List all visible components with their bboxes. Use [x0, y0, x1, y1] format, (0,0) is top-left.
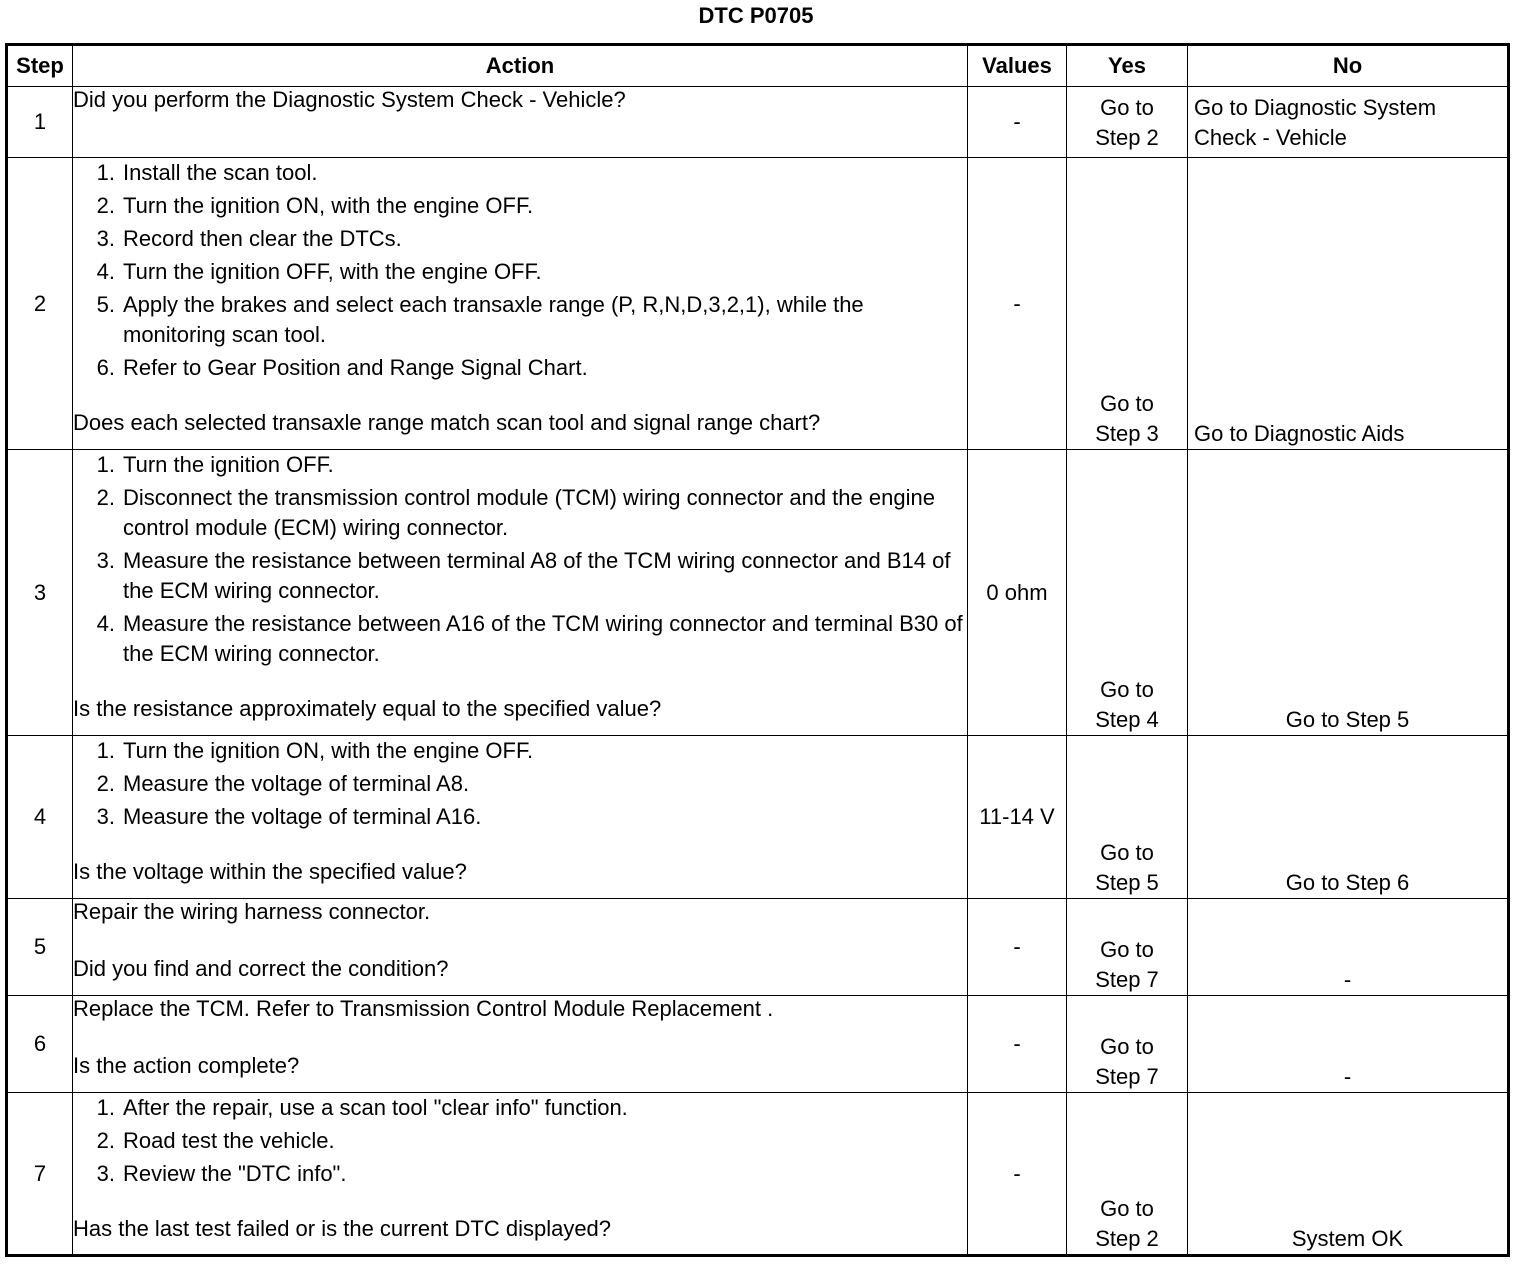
- list-item: 3. Measure the resistance between terminal A8 of the TCM wiring connector and B14 of the ECM wiring connector.: [96, 548, 951, 603]
- list-item: 5. Apply the brakes and select each transaxle range (P, R,N,D,3,2,1), while the monitoring scan tool.: [96, 292, 864, 347]
- table-row: [7, 158, 1509, 450]
- yes-line: Go to: [1100, 1034, 1154, 1059]
- no-cell: [1188, 899, 1509, 996]
- value-cell: -: [968, 996, 1067, 1093]
- no-cell: [1188, 736, 1509, 899]
- yes-line: Go to: [1100, 95, 1154, 120]
- no-cell: [1188, 996, 1509, 1093]
- yes-cell: [1067, 899, 1188, 996]
- table-row: [7, 996, 1509, 1093]
- yes-line: Step 2: [1095, 1226, 1159, 1251]
- table-row: [7, 736, 1509, 899]
- list-item: 6. Refer to Gear Position and Range Signal Chart.: [96, 355, 588, 380]
- yes-cell: [1067, 450, 1188, 736]
- value-cell: 0 ohm: [968, 450, 1067, 736]
- action-question: Is the resistance approximately equal to the specified value?: [73, 696, 662, 721]
- value-cell: -: [968, 1093, 1067, 1256]
- page-title: DTC P0705: [698, 3, 814, 28]
- list-item: 3. Measure the voltage of terminal A16.: [96, 804, 482, 829]
- yes-line: Step 7: [1095, 1064, 1159, 1089]
- no-line: Go to Diagnostic System: [1194, 95, 1437, 120]
- yes-line: Go to: [1100, 391, 1154, 416]
- yes-cell: [1067, 87, 1188, 158]
- list-item: 4. Turn the ignition OFF, with the engine OFF.: [96, 259, 542, 284]
- yes-line: Step 3: [1095, 421, 1159, 446]
- value-cell: -: [968, 899, 1067, 996]
- action-cell: [73, 736, 968, 899]
- action-cell: [73, 158, 968, 450]
- step-number: 5: [7, 899, 73, 996]
- action-question: Did you find and correct the condition?: [73, 956, 449, 981]
- action-step-list: [73, 450, 967, 672]
- no-cell: [1188, 87, 1509, 158]
- yes-line: Go to: [1100, 937, 1154, 962]
- action-text: Repair the wiring harness connector.: [73, 899, 431, 924]
- action-cell: [73, 87, 968, 158]
- table-header-row: [7, 45, 1509, 87]
- yes-line: Go to: [1100, 1196, 1154, 1221]
- yes-cell: [1067, 158, 1188, 450]
- action-step-list: [73, 736, 967, 835]
- step-number: 3: [7, 450, 73, 736]
- header-values: Values: [968, 45, 1067, 87]
- action-step-list: [73, 158, 967, 386]
- list-item: 2. Disconnect the transmission control module (TCM) wiring connector and the engine control module (ECM) wiring connector.: [96, 485, 935, 540]
- yes-line: Step 2: [1095, 125, 1159, 150]
- yes-line: Go to: [1100, 677, 1154, 702]
- list-item: 1. Install the scan tool.: [96, 160, 318, 185]
- no-cell: [1188, 450, 1509, 736]
- header-no: No: [1188, 45, 1509, 87]
- action-cell: [73, 1093, 968, 1256]
- list-item: 2. Turn the ignition ON, with the engine OFF.: [96, 193, 534, 218]
- action-cell: [73, 996, 968, 1093]
- value-cell: -: [968, 87, 1067, 158]
- step-number: 4: [7, 736, 73, 899]
- header-yes: Yes: [1067, 45, 1188, 87]
- list-item: 3. Review the "DTC info".: [96, 1161, 347, 1186]
- action-question: Has the last test failed or is the current DTC displayed?: [73, 1216, 612, 1241]
- list-item: 4. Measure the resistance between A16 of the TCM wiring connector and terminal B30 of the ECM wiring connector.: [96, 611, 963, 666]
- header-step: Step: [7, 45, 73, 87]
- table-row: [7, 450, 1509, 736]
- table-row: [7, 1093, 1509, 1256]
- no-line: Go to Step 6: [1285, 870, 1410, 895]
- header-action: Action: [73, 45, 968, 87]
- no-line: System OK: [1291, 1226, 1404, 1251]
- yes-cell: [1067, 736, 1188, 899]
- list-item: 1. Turn the ignition ON, with the engine OFF.: [96, 738, 534, 763]
- step-number: 7: [7, 1093, 73, 1256]
- table-row: [7, 87, 1509, 158]
- action-question: Does each selected transaxle range match scan tool and signal range chart?: [73, 410, 821, 435]
- action-step-list: [73, 1093, 967, 1192]
- step-number: 1: [7, 87, 73, 158]
- action-text: Did you perform the Diagnostic System Check - Vehicle?: [73, 87, 626, 112]
- action-question: Is the action complete?: [73, 1053, 300, 1078]
- value-cell: 11-14 V: [968, 736, 1067, 899]
- action-cell: [73, 899, 968, 996]
- list-item: 1. Turn the ignition OFF.: [96, 452, 334, 477]
- yes-cell: [1067, 996, 1188, 1093]
- no-line: -: [1343, 967, 1352, 992]
- action-cell: [73, 450, 968, 736]
- yes-line: Step 7: [1095, 967, 1159, 992]
- yes-line: Step 4: [1095, 707, 1159, 732]
- list-item: 2. Road test the vehicle.: [96, 1128, 335, 1153]
- table-row: [7, 899, 1509, 996]
- list-item: 2. Measure the voltage of terminal A8.: [96, 771, 470, 796]
- diagnostic-table: [5, 43, 1510, 1257]
- no-cell: [1188, 1093, 1509, 1256]
- yes-line: Go to: [1100, 840, 1154, 865]
- no-cell: [1188, 158, 1509, 450]
- step-number: 6: [7, 996, 73, 1093]
- action-question: Is the voltage within the specified value?: [73, 859, 467, 884]
- list-item: 3. Record then clear the DTCs.: [96, 226, 402, 251]
- no-line: Go to Step 5: [1285, 707, 1410, 732]
- yes-line: Step 5: [1095, 870, 1159, 895]
- value-cell: -: [968, 158, 1067, 450]
- no-line: Check - Vehicle: [1194, 125, 1347, 150]
- action-text: Replace the TCM. Refer to Transmission Control Module Replacement .: [73, 996, 774, 1021]
- list-item: 1. After the repair, use a scan tool "clear info" function.: [96, 1095, 628, 1120]
- no-line: -: [1343, 1064, 1352, 1089]
- no-line: Go to Diagnostic Aids: [1194, 421, 1405, 446]
- yes-cell: [1067, 1093, 1188, 1256]
- step-number: 2: [7, 158, 73, 450]
